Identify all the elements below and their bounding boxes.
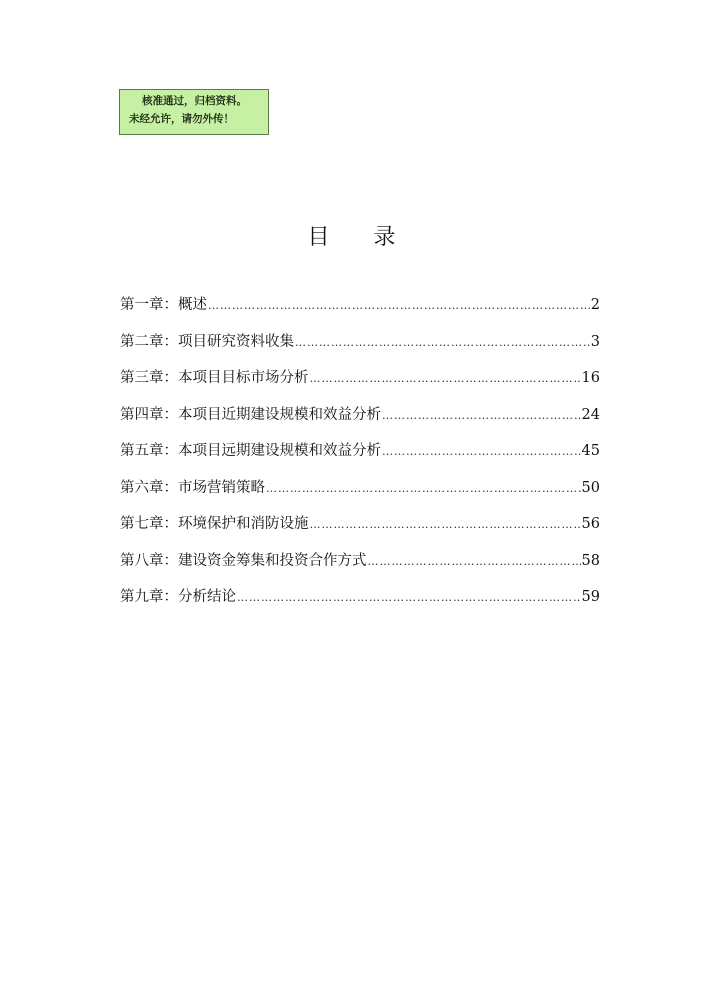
- toc-entry-6[interactable]: [120, 476, 600, 513]
- toc-page-number: 50: [581, 479, 600, 496]
- toc-label: 第一章：概述: [120, 297, 207, 313]
- toc-entry-7[interactable]: [120, 512, 600, 549]
- toc-entry-8[interactable]: [120, 549, 600, 586]
- page-title: [0, 220, 703, 251]
- toc-page-number: 59: [581, 589, 600, 605]
- toc-leader-dots: [382, 409, 581, 422]
- toc-label: 第八章：建设资金筹集和投资合作方式: [120, 552, 367, 569]
- toc-leader-dots: [382, 445, 581, 458]
- toc-page-number: 56: [581, 516, 600, 532]
- toc-label: 第五章：本项目远期建设规模和效益分析: [120, 443, 381, 459]
- toc-page-number: 16: [581, 370, 600, 386]
- toc-entry-4[interactable]: [120, 403, 600, 440]
- toc-label: 第四章：本项目近期建设规模和效益分析: [120, 406, 381, 423]
- toc-label: 第七章：环境保护和消防设施: [120, 516, 309, 532]
- toc-leader-dots: [295, 336, 590, 349]
- toc-page-number: 58: [581, 552, 600, 569]
- toc-label: 第二章：项目研究资料收集: [120, 333, 294, 350]
- title-char-2: 录: [373, 225, 396, 250]
- table-of-contents: [120, 293, 600, 622]
- toc-leader-dots: [208, 299, 590, 312]
- toc-entry-1[interactable]: [120, 293, 600, 330]
- toc-page-number: 24: [581, 406, 600, 423]
- stamp-line-1: 核准通过，归档资料。: [142, 95, 247, 107]
- toc-leader-dots: [310, 372, 581, 385]
- toc-label: 第三章：本项目目标市场分析: [120, 370, 309, 386]
- toc-label: 第九章：分析结论: [120, 589, 236, 605]
- title-char-1: 目: [307, 225, 330, 250]
- stamp-line-2: 未经允许，请勿外传！: [129, 113, 234, 125]
- toc-label: 第六章：市场营销策略: [120, 479, 265, 496]
- toc-page-number: 3: [590, 333, 600, 350]
- toc-page-number: 45: [581, 443, 600, 459]
- toc-entry-2[interactable]: [120, 330, 600, 367]
- toc-entry-3[interactable]: [120, 366, 600, 403]
- approval-stamp: [119, 89, 269, 135]
- toc-leader-dots: [237, 591, 581, 604]
- toc-leader-dots: [368, 555, 581, 568]
- toc-page-number: 2: [590, 297, 600, 313]
- toc-leader-dots: [310, 518, 581, 531]
- toc-leader-dots: [266, 482, 581, 495]
- toc-entry-5[interactable]: [120, 439, 600, 476]
- toc-entry-9[interactable]: [120, 585, 600, 622]
